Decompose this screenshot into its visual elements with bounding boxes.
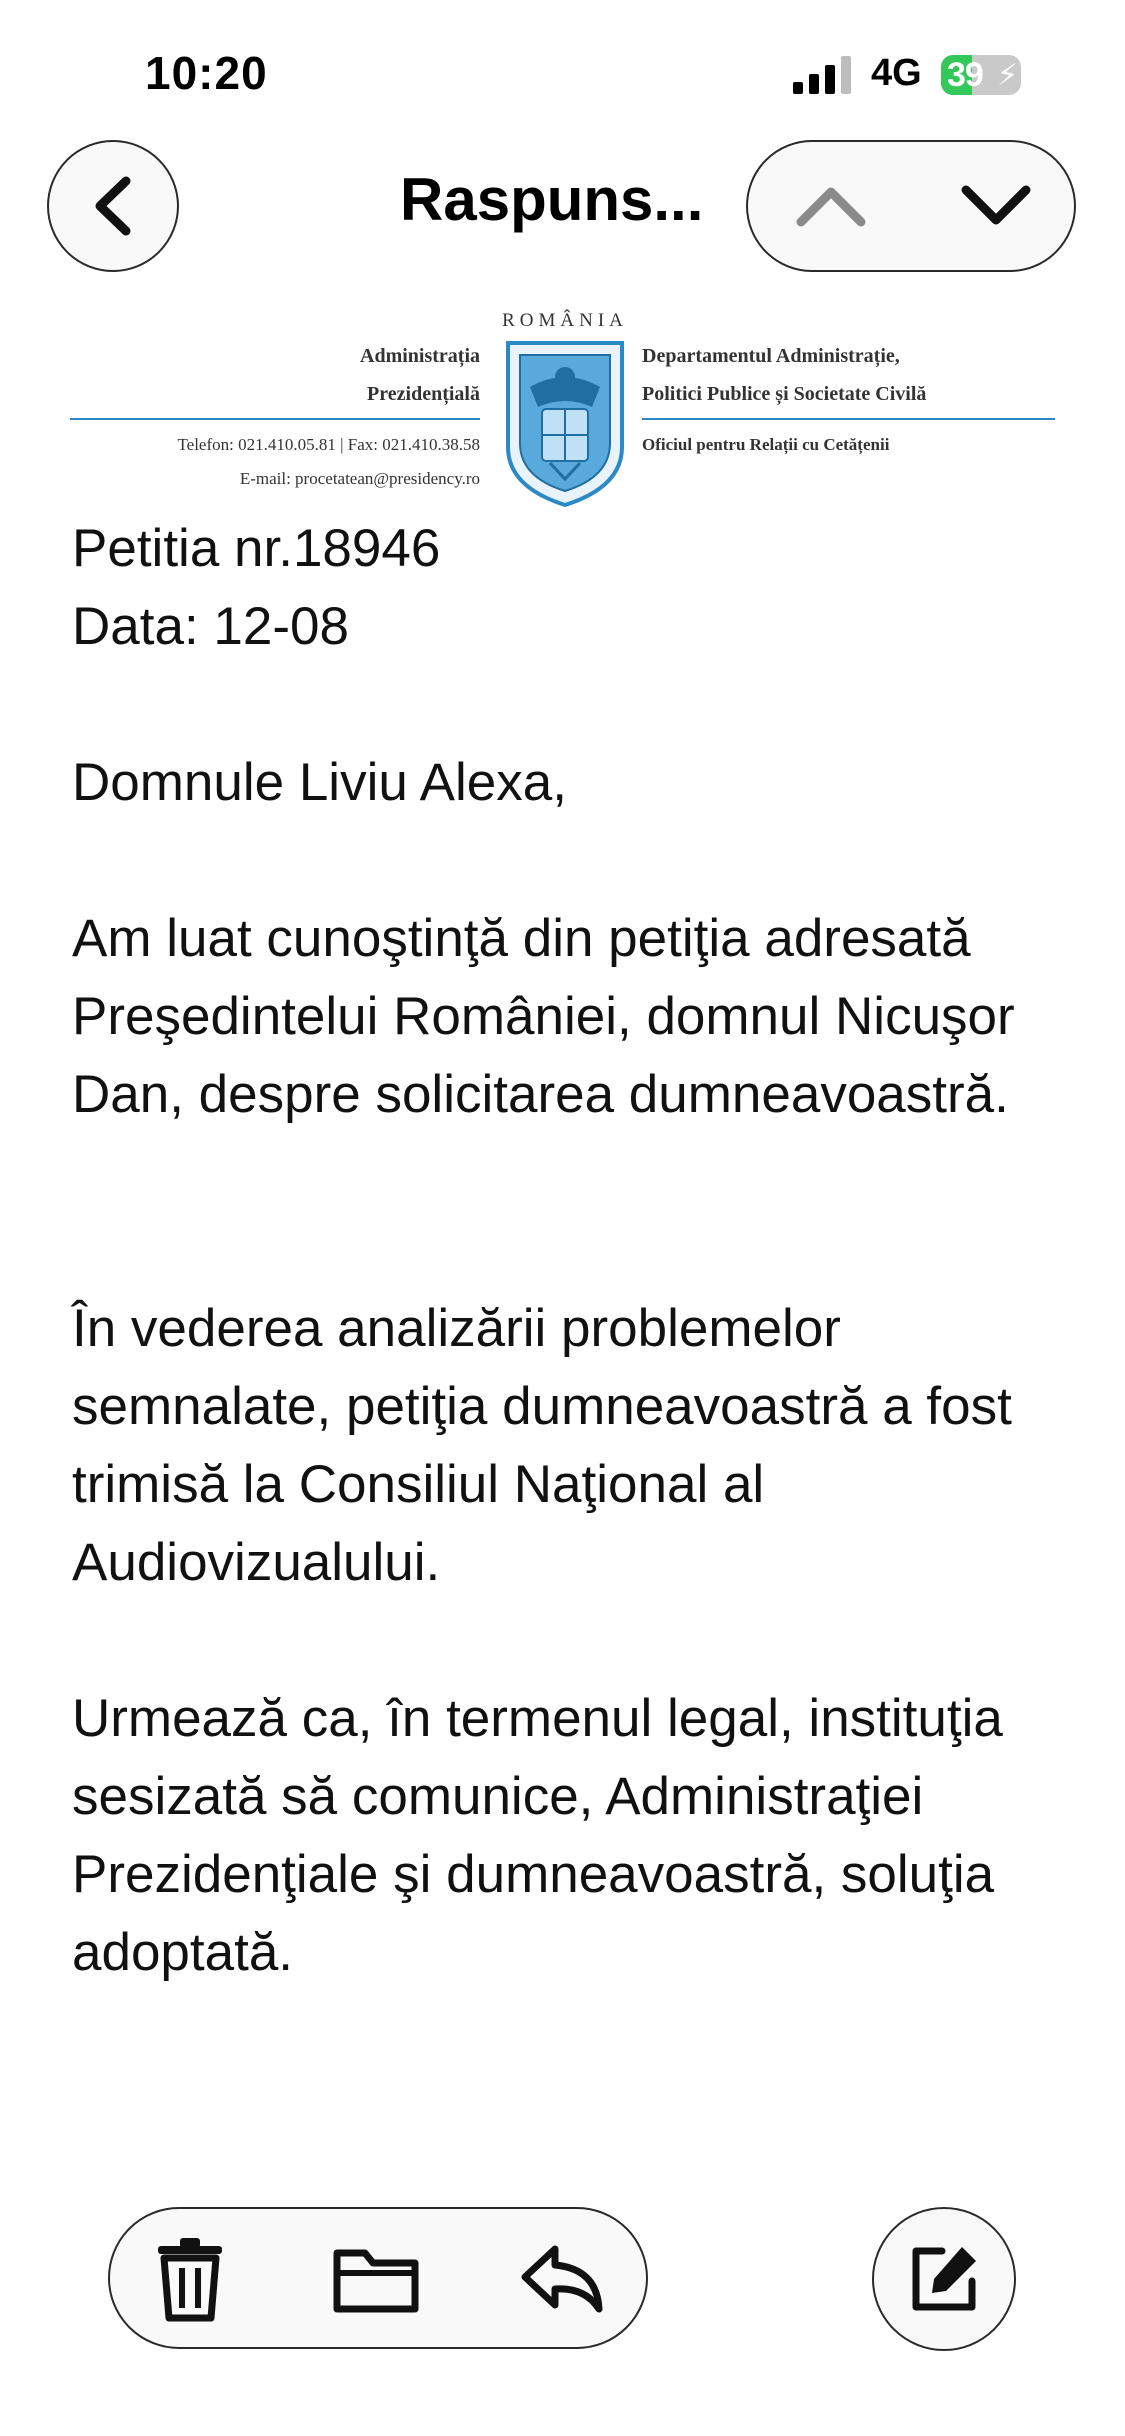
letterhead-country: ROMÂNIA xyxy=(502,310,628,331)
petition-date: Data: 12-08 xyxy=(72,597,349,656)
nav-title: Raspuns... xyxy=(400,166,704,233)
message-navigation-group xyxy=(746,140,1076,272)
folder-icon xyxy=(333,2243,419,2315)
next-message-button[interactable] xyxy=(913,142,1078,270)
message-paragraph-3: Urmează ca, în termenul legal, instituţia sesizată să comunice, Administraţiei Prezidenţiale şi dumneavoastră, soluţia adoptată. xyxy=(72,1689,1003,1982)
delete-button[interactable] xyxy=(130,2221,250,2337)
reply-icon xyxy=(519,2243,605,2315)
letterhead xyxy=(70,305,1055,505)
letterhead-office: Oficiul pentru Relații cu Cetățenii xyxy=(642,435,890,454)
coat-of-arms-icon xyxy=(500,337,630,509)
compose-icon xyxy=(906,2241,982,2317)
petition-number: Petitia nr.18946 xyxy=(72,519,441,578)
bottom-toolbar xyxy=(108,2207,648,2349)
greeting: Domnule Liviu Alexa, xyxy=(72,753,567,812)
status-time: 10:20 xyxy=(145,47,268,99)
move-to-folder-button[interactable] xyxy=(316,2221,436,2337)
message-paragraph-2: În vederea analizării problemelor semnalate, petiţia dumneavoastră a fost trimisă la Consiliul Naţional al Audiovizualului. xyxy=(72,1299,1012,1592)
letterhead-divider-right xyxy=(642,418,1055,420)
letterhead-department-line2: Politici Publice și Societate Civilă xyxy=(642,383,927,405)
letterhead-department-line1: Departamentul Administrație, xyxy=(642,345,900,367)
status-bar xyxy=(0,0,1125,130)
compose-button[interactable] xyxy=(872,2207,1016,2351)
network-type: 4G xyxy=(871,52,922,94)
charging-bolt-icon: ⚡ xyxy=(997,59,1019,92)
chevron-up-icon xyxy=(795,184,867,228)
signal-strength-icon xyxy=(793,56,853,94)
battery-level: 39 xyxy=(947,56,983,94)
letterhead-institution-line1: Administrația xyxy=(360,345,480,367)
back-button[interactable] xyxy=(47,140,179,272)
message-paragraph-1: Am luat cunoştinţă din petiţia adresată Preşedintelui României, domnul Nicuşor Dan, despre solicitarea dumneavoastră. xyxy=(72,909,1015,1124)
previous-message-button[interactable] xyxy=(748,142,913,270)
letterhead-divider-left xyxy=(70,418,480,420)
letterhead-phone-fax: Telefon: 021.410.05.81 | Fax: 021.410.38.58 xyxy=(177,435,480,454)
battery-icon xyxy=(941,55,1021,95)
trash-icon xyxy=(154,2236,226,2322)
letterhead-email: E-mail: procetatean@presidency.ro xyxy=(239,469,480,488)
chevron-left-icon xyxy=(88,175,138,237)
reply-button[interactable] xyxy=(502,2221,622,2337)
letterhead-institution-line2: Prezidențială xyxy=(367,383,480,405)
chevron-down-icon xyxy=(960,184,1032,228)
